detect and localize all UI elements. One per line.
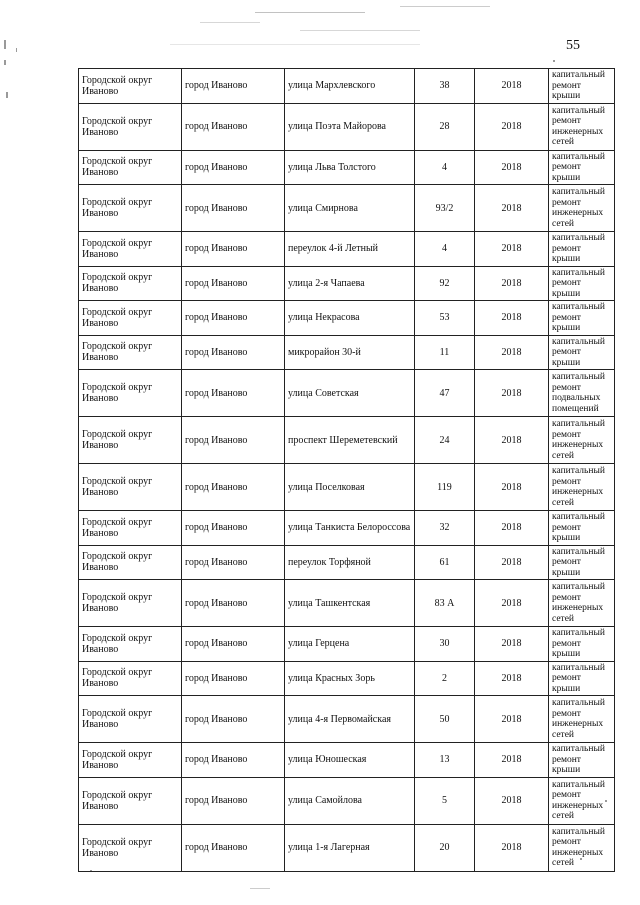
work-type-cell: капитальный ремонт инженерных сетей (549, 580, 615, 627)
district-cell: Городской округ Иваново (79, 661, 182, 696)
work-type-cell: капитальный ремонт крыши (549, 661, 615, 696)
street-cell: улица Льва Толстого (285, 150, 415, 185)
city-cell: город Иваново (182, 370, 285, 417)
street-cell: микрорайон 30-й (285, 335, 415, 370)
city-cell: город Иваново (182, 696, 285, 743)
city-cell: город Иваново (182, 335, 285, 370)
work-type-cell: капитальный ремонт крыши (549, 743, 615, 778)
year-cell: 2018 (475, 335, 549, 370)
page-number: 55 (566, 38, 580, 53)
work-type-cell: капитальный ремонт крыши (549, 627, 615, 662)
work-type-cell: капитальный ремонт подвальных помещений (549, 370, 615, 417)
house-number-cell: 5 (415, 777, 475, 824)
district-cell: Городской округ Иваново (79, 580, 182, 627)
district-cell: Городской округ Иваново (79, 511, 182, 546)
year-cell: 2018 (475, 301, 549, 336)
city-cell: город Иваново (182, 417, 285, 464)
house-number-cell: 50 (415, 696, 475, 743)
table-body (79, 69, 615, 872)
housing-repair-table (78, 68, 615, 872)
table-row (79, 743, 615, 778)
work-type-cell: капитальный ремонт крыши (549, 232, 615, 267)
work-type-cell: капитальный ремонт крыши (549, 150, 615, 185)
house-number-cell: 20 (415, 824, 475, 871)
table-row (79, 266, 615, 301)
district-cell: Городской округ Иваново (79, 301, 182, 336)
house-number-cell: 32 (415, 511, 475, 546)
table-row (79, 417, 615, 464)
street-cell: улица 4-я Первомайская (285, 696, 415, 743)
table-row (79, 301, 615, 336)
city-cell: город Иваново (182, 743, 285, 778)
city-cell: город Иваново (182, 511, 285, 546)
street-cell: улица Герцена (285, 627, 415, 662)
house-number-cell: 83 А (415, 580, 475, 627)
city-cell: город Иваново (182, 627, 285, 662)
table-row (79, 464, 615, 511)
street-cell: улица Смирнова (285, 185, 415, 232)
year-cell: 2018 (475, 511, 549, 546)
table-row (79, 545, 615, 580)
street-cell: улица Юношеская (285, 743, 415, 778)
house-number-cell: 4 (415, 150, 475, 185)
district-cell: Городской округ Иваново (79, 824, 182, 871)
district-cell: Городской округ Иваново (79, 335, 182, 370)
city-cell: город Иваново (182, 266, 285, 301)
table-row (79, 335, 615, 370)
district-cell: Городской округ Иваново (79, 627, 182, 662)
house-number-cell: 11 (415, 335, 475, 370)
work-type-cell: капитальный ремонт инженерных сетей (549, 777, 615, 824)
table-row (79, 232, 615, 267)
year-cell: 2018 (475, 232, 549, 267)
city-cell: город Иваново (182, 824, 285, 871)
work-type-cell: капитальный ремонт крыши (549, 266, 615, 301)
work-type-cell: капитальный ремонт инженерных сетей (549, 824, 615, 871)
district-cell: Городской округ Иваново (79, 545, 182, 580)
year-cell: 2018 (475, 824, 549, 871)
table-row (79, 777, 615, 824)
street-cell: улица Некрасова (285, 301, 415, 336)
city-cell: город Иваново (182, 69, 285, 104)
year-cell: 2018 (475, 464, 549, 511)
house-number-cell: 13 (415, 743, 475, 778)
table-row (79, 824, 615, 871)
house-number-cell: 53 (415, 301, 475, 336)
city-cell: город Иваново (182, 661, 285, 696)
year-cell: 2018 (475, 266, 549, 301)
house-number-cell: 92 (415, 266, 475, 301)
table-row (79, 69, 615, 104)
work-type-cell: капитальный ремонт инженерных сетей (549, 103, 615, 150)
work-type-cell: капитальный ремонт инженерных сетей (549, 185, 615, 232)
year-cell: 2018 (475, 661, 549, 696)
house-number-cell: 61 (415, 545, 475, 580)
district-cell: Городской округ Иваново (79, 417, 182, 464)
street-cell: переулок 4-й Летный (285, 232, 415, 267)
street-cell: улица 1-я Лагерная (285, 824, 415, 871)
work-type-cell: капитальный ремонт инженерных сетей (549, 464, 615, 511)
street-cell: улица Мархлевского (285, 69, 415, 104)
table-row (79, 511, 615, 546)
table-row (79, 185, 615, 232)
year-cell: 2018 (475, 417, 549, 464)
street-cell: улица Ташкентская (285, 580, 415, 627)
work-type-cell: капитальный ремонт крыши (549, 69, 615, 104)
table-row (79, 103, 615, 150)
house-number-cell: 119 (415, 464, 475, 511)
year-cell: 2018 (475, 627, 549, 662)
district-cell: Городской округ Иваново (79, 370, 182, 417)
year-cell: 2018 (475, 777, 549, 824)
street-cell: улица 2-я Чапаева (285, 266, 415, 301)
year-cell: 2018 (475, 696, 549, 743)
table-row (79, 661, 615, 696)
street-cell: улица Поселковая (285, 464, 415, 511)
district-cell: Городской округ Иваново (79, 743, 182, 778)
street-cell: проспект Шереметевский (285, 417, 415, 464)
street-cell: улица Танкиста Белороссова (285, 511, 415, 546)
table-row (79, 150, 615, 185)
city-cell: город Иваново (182, 232, 285, 267)
house-number-cell: 47 (415, 370, 475, 417)
work-type-cell: капитальный ремонт крыши (549, 511, 615, 546)
city-cell: город Иваново (182, 150, 285, 185)
house-number-cell: 30 (415, 627, 475, 662)
district-cell: Городской округ Иваново (79, 696, 182, 743)
work-type-cell: капитальный ремонт крыши (549, 545, 615, 580)
street-cell: улица Самойлова (285, 777, 415, 824)
year-cell: 2018 (475, 185, 549, 232)
city-cell: город Иваново (182, 185, 285, 232)
year-cell: 2018 (475, 370, 549, 417)
year-cell: 2018 (475, 69, 549, 104)
house-number-cell: 24 (415, 417, 475, 464)
year-cell: 2018 (475, 545, 549, 580)
work-type-cell: капитальный ремонт крыши (549, 335, 615, 370)
house-number-cell: 2 (415, 661, 475, 696)
city-cell: город Иваново (182, 103, 285, 150)
city-cell: город Иваново (182, 301, 285, 336)
street-cell: улица Советская (285, 370, 415, 417)
street-cell: переулок Торфяной (285, 545, 415, 580)
work-type-cell: капитальный ремонт инженерных сетей (549, 696, 615, 743)
city-cell: город Иваново (182, 545, 285, 580)
district-cell: Городской округ Иваново (79, 232, 182, 267)
district-cell: Городской округ Иваново (79, 185, 182, 232)
table-row (79, 580, 615, 627)
table-row (79, 627, 615, 662)
year-cell: 2018 (475, 743, 549, 778)
city-cell: город Иваново (182, 777, 285, 824)
year-cell: 2018 (475, 150, 549, 185)
district-cell: Городской округ Иваново (79, 69, 182, 104)
district-cell: Городской округ Иваново (79, 777, 182, 824)
year-cell: 2018 (475, 580, 549, 627)
district-cell: Городской округ Иваново (79, 150, 182, 185)
house-number-cell: 4 (415, 232, 475, 267)
work-type-cell: капитальный ремонт крыши (549, 301, 615, 336)
house-number-cell: 38 (415, 69, 475, 104)
house-number-cell: 28 (415, 103, 475, 150)
district-cell: Городской округ Иваново (79, 464, 182, 511)
district-cell: Городской округ Иваново (79, 103, 182, 150)
table-row (79, 696, 615, 743)
table-row (79, 370, 615, 417)
work-type-cell: капитальный ремонт инженерных сетей (549, 417, 615, 464)
city-cell: город Иваново (182, 580, 285, 627)
street-cell: улица Красных Зорь (285, 661, 415, 696)
house-number-cell: 93/2 (415, 185, 475, 232)
city-cell: город Иваново (182, 464, 285, 511)
street-cell: улица Поэта Майорова (285, 103, 415, 150)
district-cell: Городской округ Иваново (79, 266, 182, 301)
year-cell: 2018 (475, 103, 549, 150)
